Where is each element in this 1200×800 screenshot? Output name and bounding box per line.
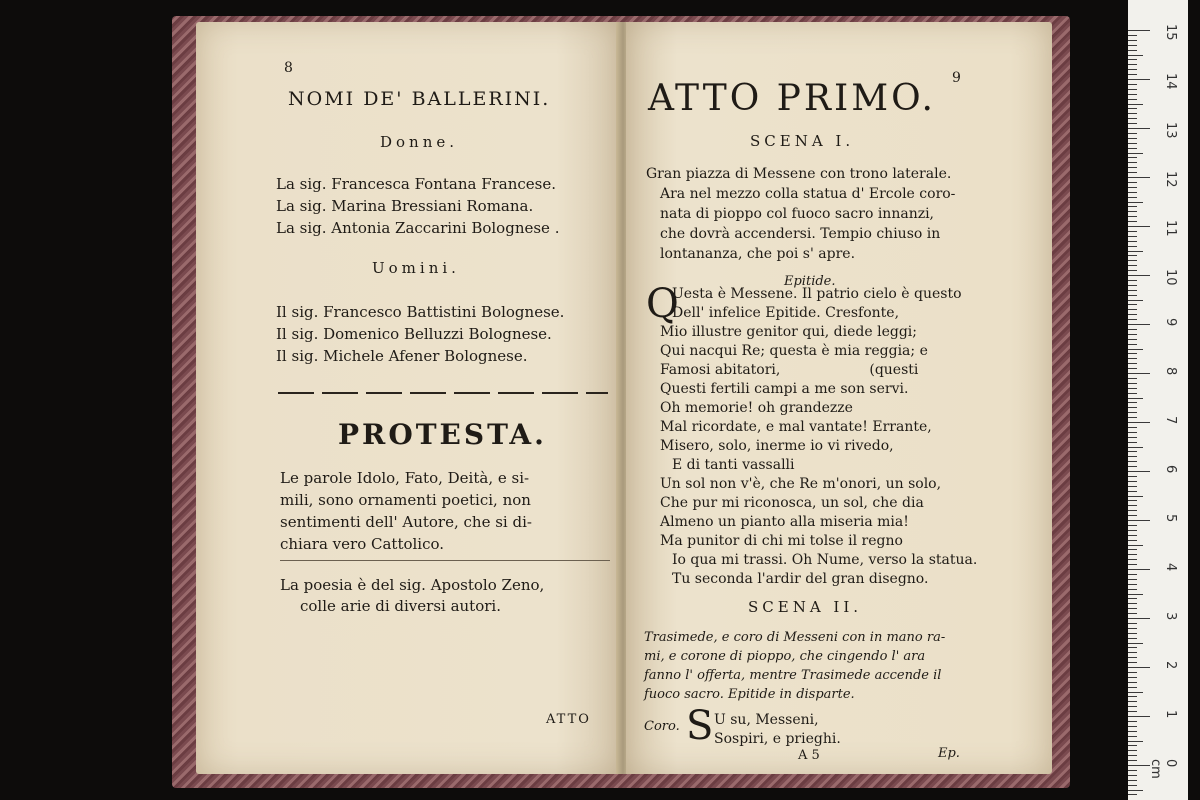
ruler-tick xyxy=(1128,432,1137,433)
ruler-tick xyxy=(1128,672,1137,673)
ruler-tick xyxy=(1128,456,1137,457)
ruler-tick xyxy=(1128,113,1137,114)
ruler-tick xyxy=(1128,167,1137,168)
ruler-tick xyxy=(1128,491,1137,492)
ruler-tick xyxy=(1128,373,1150,374)
ruler-number: 8 xyxy=(1163,367,1178,376)
verse-line: Ma punitor di chi mi tolse il regno xyxy=(660,533,903,549)
ruler-tick xyxy=(1128,412,1137,413)
catchword: ATTO xyxy=(546,712,591,727)
ruler-tick xyxy=(1128,554,1137,555)
ruler-tick xyxy=(1128,682,1137,683)
ruler-tick xyxy=(1128,128,1150,129)
women-heading: Donne. xyxy=(380,133,459,151)
ruler-tick xyxy=(1128,574,1137,575)
ruler-tick xyxy=(1128,290,1137,291)
scene-setting: Ara nel mezzo colla statua d' Ercole coro- xyxy=(660,186,956,202)
scene-setting: fanno l' offerta, mentre Trasimede accende il xyxy=(644,668,942,683)
ruler-tick xyxy=(1128,206,1137,207)
ruler-tick xyxy=(1128,780,1137,781)
ruler-tick xyxy=(1128,584,1137,585)
protest-line: sentimenti dell' Autore, che si di- xyxy=(280,513,532,531)
ruler-tick xyxy=(1128,99,1137,100)
protest-line: chiara vero Cattolico. xyxy=(280,535,445,553)
ruler-tick xyxy=(1128,726,1137,727)
ruler-tick xyxy=(1128,496,1143,497)
ruler-tick xyxy=(1128,231,1137,232)
protest-heading: PROTESTA. xyxy=(338,418,547,451)
ruler-tick xyxy=(1128,794,1137,795)
ruler-tick xyxy=(1128,153,1143,154)
ruler-tick xyxy=(1128,505,1137,506)
ruler-tick xyxy=(1128,363,1137,364)
ruler-tick xyxy=(1128,466,1137,467)
ruler-tick xyxy=(1128,677,1137,678)
ruler-tick xyxy=(1128,785,1137,786)
ruler-tick xyxy=(1128,349,1143,350)
ruler-tick xyxy=(1128,603,1137,604)
ruler-tick xyxy=(1128,202,1143,203)
ruler-tick xyxy=(1128,451,1137,452)
ruler-number: 2 xyxy=(1163,661,1178,670)
verse-line: Misero, solo, inerme io vi rivedo, xyxy=(660,438,894,454)
ruler-tick xyxy=(1128,221,1137,222)
speaker-name: Epitide. xyxy=(784,274,836,289)
ruler-tick xyxy=(1128,339,1137,340)
ruler-tick xyxy=(1128,84,1137,85)
signature-mark: A 5 xyxy=(798,748,820,763)
ruler-tick xyxy=(1128,716,1150,717)
verse-line: Dell' infelice Epitide. Cresfonte, xyxy=(672,305,900,321)
men-entry: Il sig. Michele Afener Bolognese. xyxy=(276,347,528,365)
ruler-tick xyxy=(1128,647,1137,648)
ruler-tick xyxy=(1128,251,1143,252)
ruler-tick xyxy=(1128,442,1137,443)
verse-line: Famosi abitatori, (questi xyxy=(660,362,919,378)
ruler-tick xyxy=(1128,598,1137,599)
ruler-number: 12 xyxy=(1163,171,1178,188)
ruler-tick xyxy=(1128,172,1137,173)
poetry-credit: La poesia è del sig. Apostolo Zeno, xyxy=(280,576,545,594)
drop-cap: Q xyxy=(646,281,679,327)
ruler-tick xyxy=(1128,270,1137,271)
ruler-tick xyxy=(1128,407,1137,408)
ruler-tick xyxy=(1128,304,1137,305)
ruler-tick xyxy=(1128,89,1137,90)
poetry-credit: colle arie di diversi autori. xyxy=(300,597,501,615)
ruler-tick xyxy=(1128,652,1137,653)
chorus-line: U su, Messeni, xyxy=(714,712,819,728)
ruler-tick xyxy=(1128,628,1137,629)
ruler-tick xyxy=(1128,633,1137,634)
ruler-tick xyxy=(1128,300,1143,301)
ruler-tick xyxy=(1128,69,1137,70)
ruler-number: 7 xyxy=(1163,416,1178,425)
ruler-tick xyxy=(1128,309,1137,310)
ruler-tick xyxy=(1128,108,1137,109)
ruler-tick xyxy=(1128,579,1137,580)
ruler-tick xyxy=(1128,701,1137,702)
ruler-tick xyxy=(1128,285,1137,286)
ruler-tick xyxy=(1128,608,1137,609)
ruler-tick xyxy=(1128,265,1137,266)
ruler-tick xyxy=(1128,226,1150,227)
verse-line: Mal ricordate, e mal vantate! Errante, xyxy=(660,419,932,435)
ruler-tick xyxy=(1128,696,1137,697)
verse-line: Tu seconda l'ardir del gran disegno. xyxy=(672,571,929,587)
ruler-tick xyxy=(1128,549,1137,550)
chorus-label: Coro. xyxy=(644,719,680,734)
ruler-number: 5 xyxy=(1163,514,1178,523)
ruler-tick xyxy=(1128,368,1137,369)
ruler-tick xyxy=(1128,662,1137,663)
ruler-tick xyxy=(1128,402,1137,403)
ruler-tick xyxy=(1128,398,1143,399)
scene-setting: Trasimede, e coro di Messeni con in mano ra- xyxy=(644,630,946,645)
men-heading: Uomini. xyxy=(372,259,460,277)
verse-line: Questi fertili campi a me son servi. xyxy=(660,381,909,397)
ruler-tick xyxy=(1128,35,1137,36)
ruler-tick xyxy=(1128,770,1137,771)
ruler-tick xyxy=(1128,50,1137,51)
right-page xyxy=(626,22,1052,774)
ruler-number: 15 xyxy=(1163,24,1178,41)
act-title: ATTO PRIMO. xyxy=(648,78,936,119)
ruler-tick xyxy=(1128,569,1150,570)
ruler-tick xyxy=(1128,241,1137,242)
ruler-tick xyxy=(1128,162,1137,163)
ruler-tick xyxy=(1128,589,1137,590)
verse-line: Almeno un pianto alla miseria mia! xyxy=(660,514,909,530)
ruler-number: 6 xyxy=(1163,465,1178,474)
ruler-tick xyxy=(1128,236,1137,237)
verse-line: Un sol non v'è, che Re m'onori, un solo, xyxy=(660,476,942,492)
ruler-tick xyxy=(1128,638,1137,639)
decorative-rule xyxy=(278,392,608,394)
ruler-tick xyxy=(1128,692,1143,693)
ruler-tick xyxy=(1128,721,1137,722)
men-entry: Il sig. Francesco Battistini Bolognese. xyxy=(276,303,565,321)
ruler-tick xyxy=(1128,104,1143,105)
ruler-tick xyxy=(1128,447,1143,448)
ruler-tick xyxy=(1128,745,1137,746)
ruler-tick xyxy=(1128,246,1137,247)
ruler-tick xyxy=(1128,59,1137,60)
ruler-tick xyxy=(1128,471,1150,472)
ruler-number: 11 xyxy=(1163,220,1178,237)
women-entry: La sig. Francesca Fontana Francese. xyxy=(276,175,556,193)
scene-setting: che dovrà accendersi. Tempio chiuso in xyxy=(660,226,941,242)
ruler-tick xyxy=(1128,750,1137,751)
ruler-tick xyxy=(1128,45,1137,46)
women-entry: La sig. Antonia Zaccarini Bolognese . xyxy=(276,219,560,237)
ruler-tick xyxy=(1128,197,1137,198)
ruler-number: 0 cm xyxy=(1148,759,1178,779)
scene-setting: fuoco sacro. Epitide in disparte. xyxy=(644,687,855,702)
ruler-tick xyxy=(1128,461,1137,462)
verse-line: Uesta è Messene. Il patrio cielo è questo xyxy=(672,286,962,302)
left-page xyxy=(196,22,620,774)
ruler-tick xyxy=(1128,559,1137,560)
ruler-tick xyxy=(1128,540,1137,541)
verse-line: Io qua mi trassi. Oh Nume, verso la statua. xyxy=(672,552,978,568)
ruler-tick xyxy=(1128,500,1137,501)
ruler-tick xyxy=(1128,427,1137,428)
ruler-tick xyxy=(1128,643,1143,644)
ruler-tick xyxy=(1128,358,1137,359)
ruler-tick xyxy=(1128,731,1137,732)
ruler-tick xyxy=(1128,657,1137,658)
ruler-tick xyxy=(1128,118,1137,119)
divider xyxy=(280,560,610,561)
verse-line: Mio illustre genitor qui, diede leggi; xyxy=(660,324,917,340)
ruler-tick xyxy=(1128,383,1137,384)
ruler-tick xyxy=(1128,481,1137,482)
scene-setting: lontananza, che poi s' apre. xyxy=(660,246,856,262)
catchword: Ep. xyxy=(938,746,960,761)
ruler-tick xyxy=(1128,319,1137,320)
ruler-tick xyxy=(1128,388,1137,389)
ruler-tick xyxy=(1128,545,1143,546)
page-number: 8 xyxy=(284,60,293,76)
scene-setting: nata di pioppo col fuoco sacro innanzi, xyxy=(660,206,935,222)
verse-line: Che pur mi riconosca, un sol, che dia xyxy=(660,495,924,511)
ruler-tick xyxy=(1128,520,1150,521)
women-entry: La sig. Marina Bressiani Romana. xyxy=(276,197,534,215)
drop-cap: S xyxy=(686,703,714,749)
ruler-number: 13 xyxy=(1163,122,1178,139)
ruler-tick xyxy=(1128,594,1143,595)
ruler-tick xyxy=(1128,535,1137,536)
measurement-ruler xyxy=(1128,0,1188,800)
ruler-tick xyxy=(1128,334,1137,335)
ruler-tick xyxy=(1128,211,1137,212)
scene-heading: SCENA II. xyxy=(748,598,863,616)
ruler-tick xyxy=(1128,378,1137,379)
ruler-tick xyxy=(1128,216,1137,217)
ruler-tick xyxy=(1128,765,1150,766)
ruler-tick xyxy=(1128,64,1137,65)
ruler-tick xyxy=(1128,353,1137,354)
ruler-tick xyxy=(1128,755,1137,756)
ruler-tick xyxy=(1128,437,1137,438)
ruler-tick xyxy=(1128,148,1137,149)
ruler-tick xyxy=(1128,476,1137,477)
scene-setting: mi, e corone di pioppo, che cingendo l' ara xyxy=(644,649,926,664)
ruler-tick xyxy=(1128,55,1143,56)
scene-setting: Gran piazza di Messene con trono laterale. xyxy=(646,166,952,182)
ruler-number: 10 xyxy=(1163,269,1178,286)
verse-line: Qui nacqui Re; questa è mia reggia; e xyxy=(660,343,928,359)
ruler-tick xyxy=(1128,667,1150,668)
protest-line: Le parole Idolo, Fato, Deità, e si- xyxy=(280,469,530,487)
ruler-tick xyxy=(1128,687,1137,688)
ruler-tick xyxy=(1128,94,1137,95)
ruler-number: 1 xyxy=(1163,710,1178,719)
ruler-number: 14 xyxy=(1163,73,1178,90)
verse-line: E di tanti vassalli xyxy=(672,457,795,473)
ruler-tick xyxy=(1128,510,1137,511)
ruler-tick xyxy=(1128,295,1137,296)
ruler-tick xyxy=(1128,422,1150,423)
ruler-tick xyxy=(1128,157,1137,158)
ruler-tick xyxy=(1128,280,1137,281)
ruler-tick xyxy=(1128,344,1137,345)
ruler-tick xyxy=(1128,329,1137,330)
ruler-tick xyxy=(1128,741,1143,742)
ruler-tick xyxy=(1128,138,1137,139)
ruler-tick xyxy=(1128,74,1137,75)
ruler-tick xyxy=(1128,260,1137,261)
ruler-tick xyxy=(1128,143,1137,144)
ruler-tick xyxy=(1128,79,1150,80)
ruler-tick xyxy=(1128,530,1137,531)
ruler-tick xyxy=(1128,30,1150,31)
dancers-heading: NOMI DE' BALLERINI. xyxy=(288,88,551,110)
scene-heading: SCENA I. xyxy=(750,132,855,150)
ruler-tick xyxy=(1128,417,1137,418)
ruler-tick xyxy=(1128,525,1137,526)
ruler-tick xyxy=(1128,613,1137,614)
ruler-tick xyxy=(1128,706,1137,707)
ruler-tick xyxy=(1128,736,1137,737)
ruler-tick xyxy=(1128,177,1150,178)
ruler-tick xyxy=(1128,314,1137,315)
page-number: 9 xyxy=(952,70,961,86)
ruler-tick xyxy=(1128,775,1137,776)
chorus-line: Sospiri, e prieghi. xyxy=(714,731,841,747)
ruler-tick xyxy=(1128,393,1137,394)
protest-line: mili, sono ornamenti poetici, non xyxy=(280,491,531,509)
ruler-tick xyxy=(1128,623,1137,624)
ruler-tick xyxy=(1128,564,1137,565)
ruler-tick xyxy=(1128,760,1137,761)
ruler-tick xyxy=(1128,486,1137,487)
verse-line: Oh memorie! oh grandezze xyxy=(660,400,853,416)
ruler-tick xyxy=(1128,711,1137,712)
ruler-number: 9 xyxy=(1163,318,1178,327)
ruler-number: 3 xyxy=(1163,612,1178,621)
ruler-tick xyxy=(1128,182,1137,183)
ruler-tick xyxy=(1128,790,1143,791)
men-entry: Il sig. Domenico Belluzzi Bolognese. xyxy=(276,325,552,343)
ruler-tick xyxy=(1128,192,1137,193)
ruler-tick xyxy=(1128,187,1137,188)
ruler-tick xyxy=(1128,123,1137,124)
ruler-tick xyxy=(1128,618,1150,619)
ruler-tick xyxy=(1128,40,1137,41)
ruler-number: 4 xyxy=(1163,563,1178,572)
ruler-tick xyxy=(1128,275,1150,276)
ruler-tick xyxy=(1128,133,1137,134)
ruler-tick xyxy=(1128,324,1150,325)
ruler-tick xyxy=(1128,515,1137,516)
ruler-tick xyxy=(1128,255,1137,256)
